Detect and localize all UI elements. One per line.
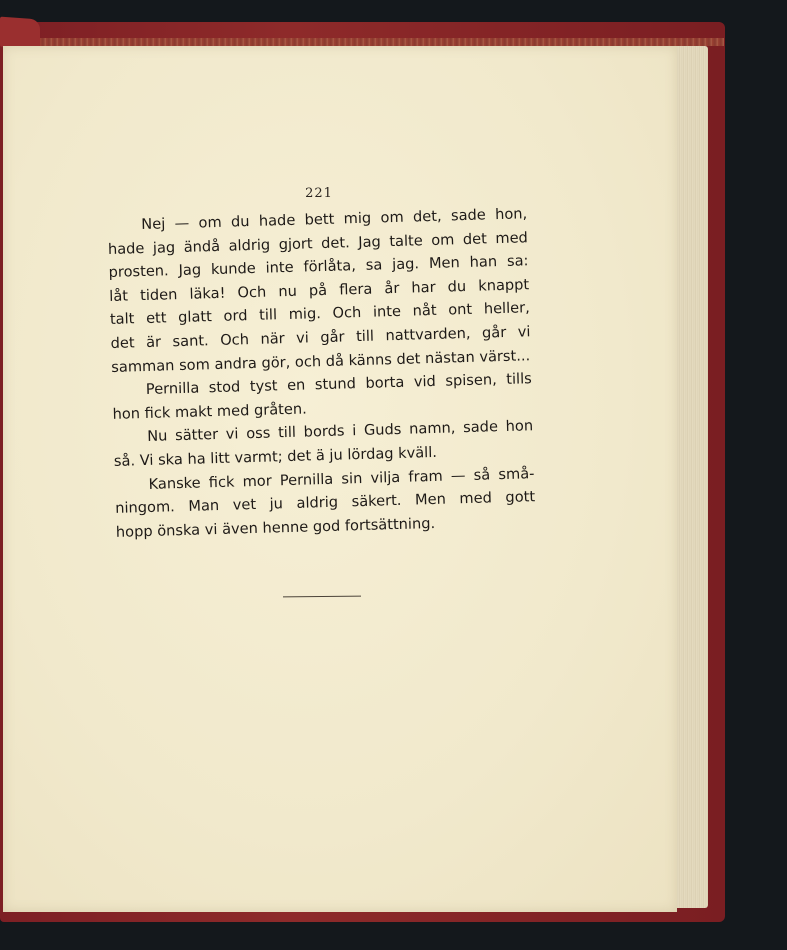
text-line: det är sant. Och när vi går till nattvarden, går vi bbox=[110, 323, 531, 352]
text-line: Nej — om du hade bett mig om det, sade hon, bbox=[141, 205, 528, 234]
text-line: talt ett glatt ord till mig. Och inte nåt ont heller, bbox=[109, 299, 531, 329]
cover-corner bbox=[0, 17, 40, 50]
text-line: Pernilla stod tyst en stund borta vid spisen, tills bbox=[145, 370, 533, 399]
cover-top-edge bbox=[40, 38, 724, 46]
text-line: hade jag ändå aldrig gjort det. Jag talte om det med bbox=[107, 228, 529, 258]
text-line: så. Vi ska ha litt varmt; det ä ju lördag kväll. bbox=[113, 443, 438, 470]
section-end-rule bbox=[283, 596, 361, 598]
text-line: Nu sätter vi oss till bords i Guds namn, sade hon bbox=[146, 417, 534, 446]
text-line: hon fick makt med gråten. bbox=[112, 400, 308, 423]
text-line: prosten. Jag kunde inte förlåta, sa jag. Men han sa: bbox=[108, 252, 529, 282]
body-text bbox=[107, 202, 536, 544]
text-line: ningom. Man vet ju aldrig säkert. Men med gott bbox=[114, 488, 536, 518]
page-number: 221 bbox=[305, 186, 333, 201]
text-line: låt tiden läka! Och nu på flera år har du knappt bbox=[109, 276, 530, 305]
book-page bbox=[3, 46, 677, 912]
text-line: Kanske fick mor Pernilla sin vilja fram — så små- bbox=[148, 464, 535, 493]
text-line: samman som andra gör, och då känns det nästan värst... bbox=[111, 346, 531, 376]
text-line: hopp önska vi även henne god fortsättning. bbox=[115, 514, 436, 541]
page-stack-edge bbox=[674, 46, 708, 908]
